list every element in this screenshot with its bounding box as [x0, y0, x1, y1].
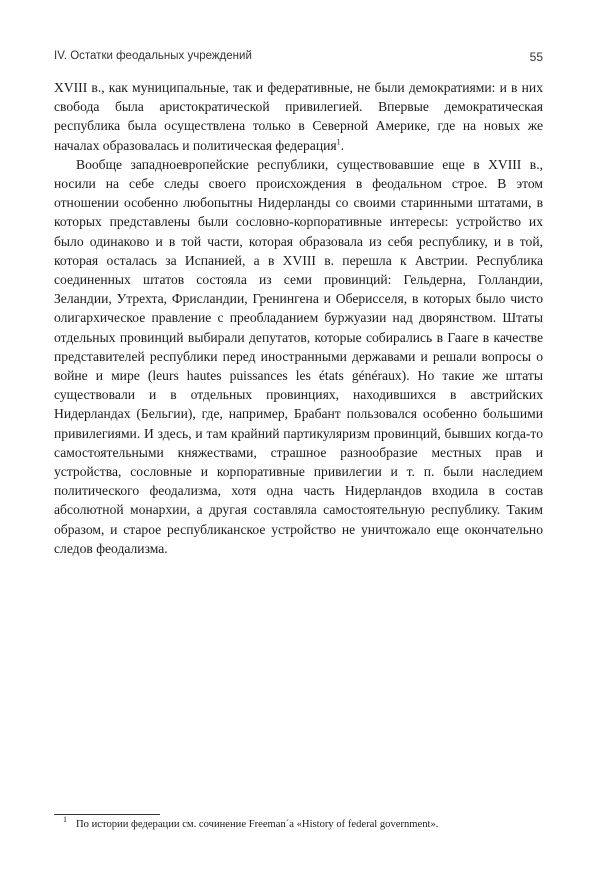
footnote-reference[interactable]: 1: [336, 137, 341, 147]
paragraph-1-text: XVIII в., как муниципальные, так и федеративные, не были демократиями: и в них свобода была аристократической привилегией. Впервые демократическая республика была осуществлена только в Северной Америке, где на новых же началах образовалась и политическая федерация: [54, 80, 543, 153]
running-header: [54, 50, 543, 66]
page-number: 55: [529, 50, 543, 64]
main-text: [54, 78, 543, 558]
paragraph-1-end: .: [340, 137, 345, 153]
footnote-text: По истории федерации см. сочинение Freeman´a «History of federal government».: [76, 819, 439, 830]
footnote-divider: [54, 814, 160, 815]
paragraph-1: [54, 78, 543, 155]
footnote: 1 По истории федерации см. сочинение Freeman´a «History of federal government».: [63, 815, 439, 830]
chapter-title: IV. Остатки феодальных учреждений: [54, 50, 252, 62]
paragraph-2: Вообще западноевропейские республики, существовавшие еще в XVIII в., носили на себе следы своего происхождения в феодальном строе. В этом отношении особенно любопытны Нидерланды со своими старинными штатами, в которых представлены были сословно-корпоративные интересы: устройство их было одинаково и в той части, которая образовала из себя республику, и в той, которая осталась за Испанией, а в XVIII в. перешла к Австрии. Республика соединенных штатов состояла из семи провинций: Гельдерна, Голландии, Зеландии, Утрехта, Фрисландии, Гренингена и Оберисселя, в которых было чисто олигархическое правление с преобладанием буржуазии над дворянством. Штаты отдельных провинций выбирали депутатов, которые собирались в Гааге в качестве представителей республики перед иностранными державами и решали вопросы о войне и мире (leurs hautes puissances les états généraux). Но такие же штаты существовали и в отдельных провинциях, находившихся в австрийских Нидерландах (Бельгии), где, например, Брабант пользовался особенно большими привилегиями. И здесь, и там крайний партикуляризм провинций, бывших когда-то самостоятельными княжествами, страшное разнообразие местных прав и устройства, сословные и корпоративные привилегии и т. п. были наследием политического феодализма, хотя одна часть Нидерландов входила в состав абсолютной монархии, а другая составляла самостоятельную республику. Таким образом, и старое республиканское устройство не уничтожало еще окончательно следов феодализма.: [54, 156, 543, 556]
